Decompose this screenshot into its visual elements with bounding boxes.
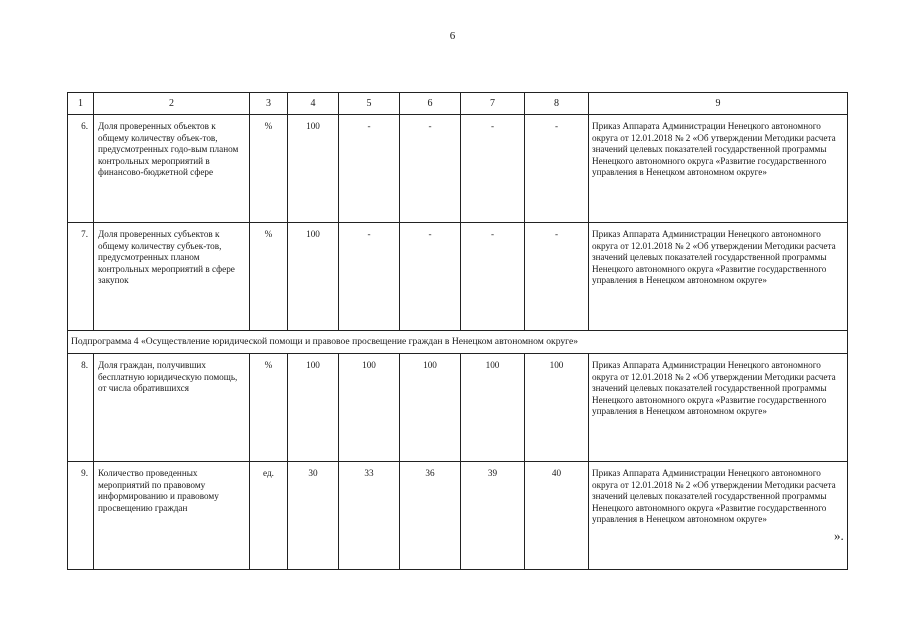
unit-cell: ед.	[250, 462, 288, 570]
table-row	[68, 462, 848, 570]
column-header: 9	[589, 93, 848, 115]
value-cell: -	[339, 115, 400, 223]
row-number: 7.	[68, 223, 94, 331]
value-cell: -	[525, 223, 589, 331]
column-header: 4	[288, 93, 339, 115]
unit-cell: %	[250, 354, 288, 462]
value-cell: -	[461, 115, 525, 223]
value-cell: 40	[525, 462, 589, 570]
indicator-name: Количество проведенных мероприятий по правовому информированию и правовому просвещению граждан	[94, 462, 250, 570]
closing-quote-mark: ».	[834, 528, 844, 543]
value-cell: -	[400, 223, 461, 331]
indicator-name: Доля проверенных субъектов к общему количеству субъек-тов, предусмотренных планом контрольных мероприятий в сфере закупок	[94, 223, 250, 331]
column-header: 5	[339, 93, 400, 115]
value-cell: -	[525, 115, 589, 223]
subprogram-row	[68, 331, 848, 354]
page-number: 6	[449, 30, 456, 42]
table-row	[68, 115, 848, 223]
unit-cell: %	[250, 115, 288, 223]
value-cell: 100	[400, 354, 461, 462]
subprogram-title: Подпрограмма 4 «Осуществление юридической помощи и правовое просвещение граждан в Ненецком автономном округе»	[68, 331, 848, 354]
value-cell: -	[461, 223, 525, 331]
row-number: 9.	[68, 462, 94, 570]
row-number: 6.	[68, 115, 94, 223]
value-cell: 100	[288, 354, 339, 462]
value-cell: 100	[288, 223, 339, 331]
value-cell: -	[400, 115, 461, 223]
column-header: 6	[400, 93, 461, 115]
value-cell: 100	[339, 354, 400, 462]
row-number: 8.	[68, 354, 94, 462]
table-row	[68, 223, 848, 331]
column-header: 2	[94, 93, 250, 115]
value-cell: 100	[525, 354, 589, 462]
source-document: Приказ Аппарата Администрации Ненецкого автономного округа от 12.01.2018 № 2 «Об утверждении Методики расчета значений целевых показателей государственной программы Ненецкого автономного округа «Развитие государственного управления в Ненецком автономном округе»	[589, 223, 848, 331]
source-document: Приказ Аппарата Администрации Ненецкого автономного округа от 12.01.2018 № 2 «Об утверждении Методики расчета значений целевых показателей государственной программы Ненецкого автономного округа «Развитие государственного управления в Ненецком автономном округе»	[589, 462, 848, 570]
table-row	[68, 354, 848, 462]
value-cell: 100	[461, 354, 525, 462]
value-cell: 30	[288, 462, 339, 570]
table-header-row	[68, 93, 848, 115]
source-document: Приказ Аппарата Администрации Ненецкого автономного округа от 12.01.2018 № 2 «Об утверждении Методики расчета значений целевых показателей государственной программы Ненецкого автономного округа «Развитие государственного управления в Ненецком автономном округе»	[589, 115, 848, 223]
value-cell: 39	[461, 462, 525, 570]
indicator-name: Доля граждан, получивших бесплатную юридическую помощь, от числа обратившихся	[94, 354, 250, 462]
indicator-name: Доля проверенных объектов к общему количеству объек-тов, предусмотренных годо-вым планом контрольных мероприятий в финансово-бюджетной сфере	[94, 115, 250, 223]
column-header: 1	[68, 93, 94, 115]
source-document: Приказ Аппарата Администрации Ненецкого автономного округа от 12.01.2018 № 2 «Об утверждении Методики расчета значений целевых показателей государственной программы Ненецкого автономного округа «Развитие государственного управления в Ненецком автономном округе»	[589, 354, 848, 462]
column-header: 8	[525, 93, 589, 115]
column-header: 7	[461, 93, 525, 115]
value-cell: -	[339, 223, 400, 331]
value-cell: 33	[339, 462, 400, 570]
value-cell: 100	[288, 115, 339, 223]
value-cell: 36	[400, 462, 461, 570]
unit-cell: %	[250, 223, 288, 331]
indicators-table	[67, 92, 848, 570]
column-header: 3	[250, 93, 288, 115]
